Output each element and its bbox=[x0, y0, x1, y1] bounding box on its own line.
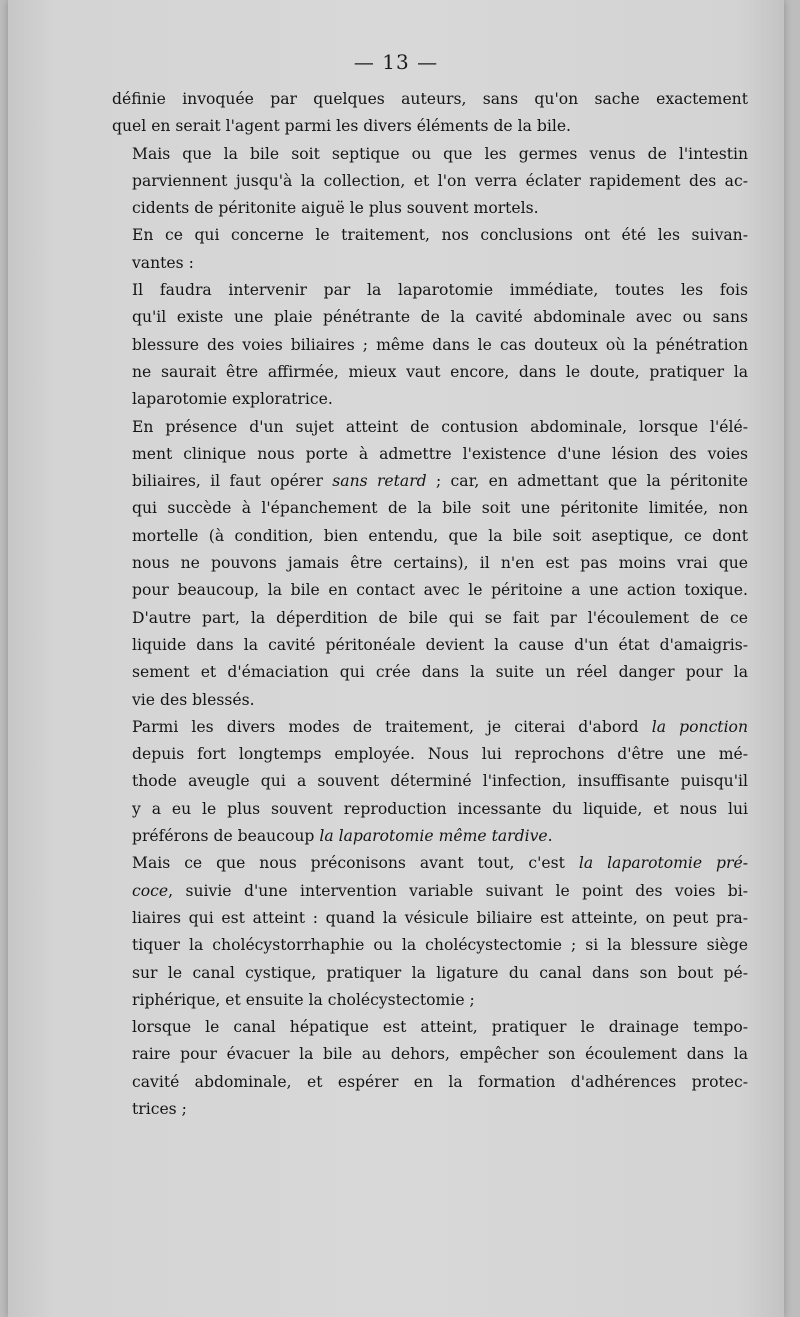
text-line: laparotomie exploratrice. bbox=[132, 390, 333, 409]
text-segment: . bbox=[547, 827, 553, 846]
paragraph bbox=[112, 222, 748, 277]
text-segment: Parmi les divers modes de traitement, je citerai d'abord bbox=[132, 717, 652, 736]
text-line bbox=[112, 468, 748, 495]
text-line: thode aveugle qui a souvent déterminé l'infection, insuffisante puisqu'il bbox=[132, 772, 748, 791]
text-line: cavité abdominale, et espérer en la formation d'adhérences protec- bbox=[132, 1072, 748, 1091]
text-line: vantes : bbox=[132, 253, 194, 272]
text-line: depuis fort longtemps employée. Nous lui reprochons d'être une mé- bbox=[132, 745, 748, 764]
text-line: liquide dans la cavité péritonéale devient la cause d'un état d'amaigris- bbox=[132, 635, 748, 654]
text-line bbox=[112, 714, 748, 741]
page-number: — 13 — bbox=[353, 50, 439, 74]
text-line: sur le canal cystique, pratiquer la ligature du canal dans son bout pé- bbox=[132, 963, 748, 982]
text-line: qu'il existe une plaie pénétrante de la cavité abdominale avec ou sans bbox=[132, 308, 748, 327]
text-line: tiquer la cholécystorrhaphie ou la cholécystectomie ; si la blessure siège bbox=[132, 936, 748, 955]
paragraph bbox=[112, 714, 748, 850]
italic-phrase: sans retard bbox=[332, 472, 427, 491]
text-line bbox=[112, 850, 748, 877]
text-line: En présence d'un sujet atteint de contusion abdominale, lorsque l'élé- bbox=[132, 417, 748, 436]
italic-phrase: la laparotomie même tardive bbox=[319, 827, 548, 846]
text-line: y a eu le plus souvent reproduction incessante du liquide, et nous lui bbox=[132, 799, 748, 818]
text-line: définie invoquée par quelques auteurs, sans qu'on sache exactement bbox=[112, 90, 748, 108]
text-line: qui succède à l'épanchement de la bile soit une péritonite limitée, non bbox=[132, 499, 748, 518]
text-line: parviennent jusqu'à la collection, et l'on verra éclater rapidement des ac- bbox=[132, 171, 748, 190]
italic-phrase: coce bbox=[132, 881, 169, 900]
italic-phrase: la laparotomie pré- bbox=[578, 854, 748, 873]
text-line bbox=[112, 878, 748, 905]
text-line: lorsque le canal hépatique est atteint, pratiquer le drainage tempo- bbox=[132, 1018, 748, 1037]
italic-phrase: la ponction bbox=[651, 717, 748, 736]
text-line bbox=[112, 823, 748, 850]
paragraph bbox=[112, 277, 748, 413]
text-line: sement et d'émaciation qui crée dans la suite un réel danger pour la bbox=[132, 663, 748, 682]
text-line: ne saurait être affirmée, mieux vaut encore, dans le doute, pratiquer la bbox=[132, 362, 748, 381]
text-segment: ; car, en admettant que la péritonite bbox=[426, 472, 748, 491]
paragraph bbox=[112, 850, 748, 1014]
text-line: Il faudra intervenir par la laparotomie immédiate, toutes les fois bbox=[132, 281, 748, 300]
paragraph bbox=[112, 1014, 748, 1123]
text-line: blessure des voies biliaires ; même dans le cas douteux où la pénétration bbox=[132, 335, 748, 354]
text-segment: Mais ce que nous préconisons avant tout, c'est bbox=[132, 854, 579, 873]
text-line: liaires qui est atteint : quand la vésicule biliaire est atteinte, on peut pra- bbox=[132, 908, 748, 927]
text-line: raire pour évacuer la bile au dehors, empêcher son écoulement dans la bbox=[132, 1045, 748, 1064]
paragraph bbox=[112, 414, 748, 714]
document-page bbox=[8, 0, 784, 1317]
paragraph bbox=[112, 86, 748, 141]
text-segment: , suivie d'une intervention variable suivant le point des voies bi- bbox=[168, 881, 748, 900]
text-line: En ce qui concerne le traitement, nos conclusions ont été les suivan- bbox=[132, 226, 748, 245]
text-line: mortelle (à condition, bien entendu, que la bile soit aseptique, ce dont bbox=[132, 526, 748, 545]
text-line: Mais que la bile soit septique ou que les germes venus de l'intestin bbox=[132, 144, 748, 163]
text-line: vie des blessés. bbox=[132, 690, 255, 709]
text-line: ment clinique nous porte à admettre l'existence d'une lésion des voies bbox=[132, 444, 748, 463]
text-segment: préférons de beaucoup bbox=[132, 827, 320, 846]
text-line: cidents de péritonite aiguë le plus souvent mortels. bbox=[132, 199, 539, 218]
text-line: nous ne pouvons jamais être certains), il n'en est pas moins vrai que bbox=[132, 554, 748, 573]
text-segment: biliaires, il faut opérer bbox=[132, 472, 333, 491]
text-line: riphérique, et ensuite la cholécystectomie ; bbox=[132, 990, 475, 1009]
paragraph bbox=[112, 141, 748, 223]
text-line: D'autre part, la déperdition de bile qui se fait par l'écoulement de ce bbox=[132, 608, 748, 627]
text-line: pour beaucoup, la bile en contact avec le péritoine a une action toxique. bbox=[132, 581, 748, 600]
text-line: quel en serait l'agent parmi les divers éléments de la bile. bbox=[112, 117, 572, 136]
text-line: trices ; bbox=[132, 1099, 187, 1118]
body-text bbox=[112, 86, 748, 1123]
